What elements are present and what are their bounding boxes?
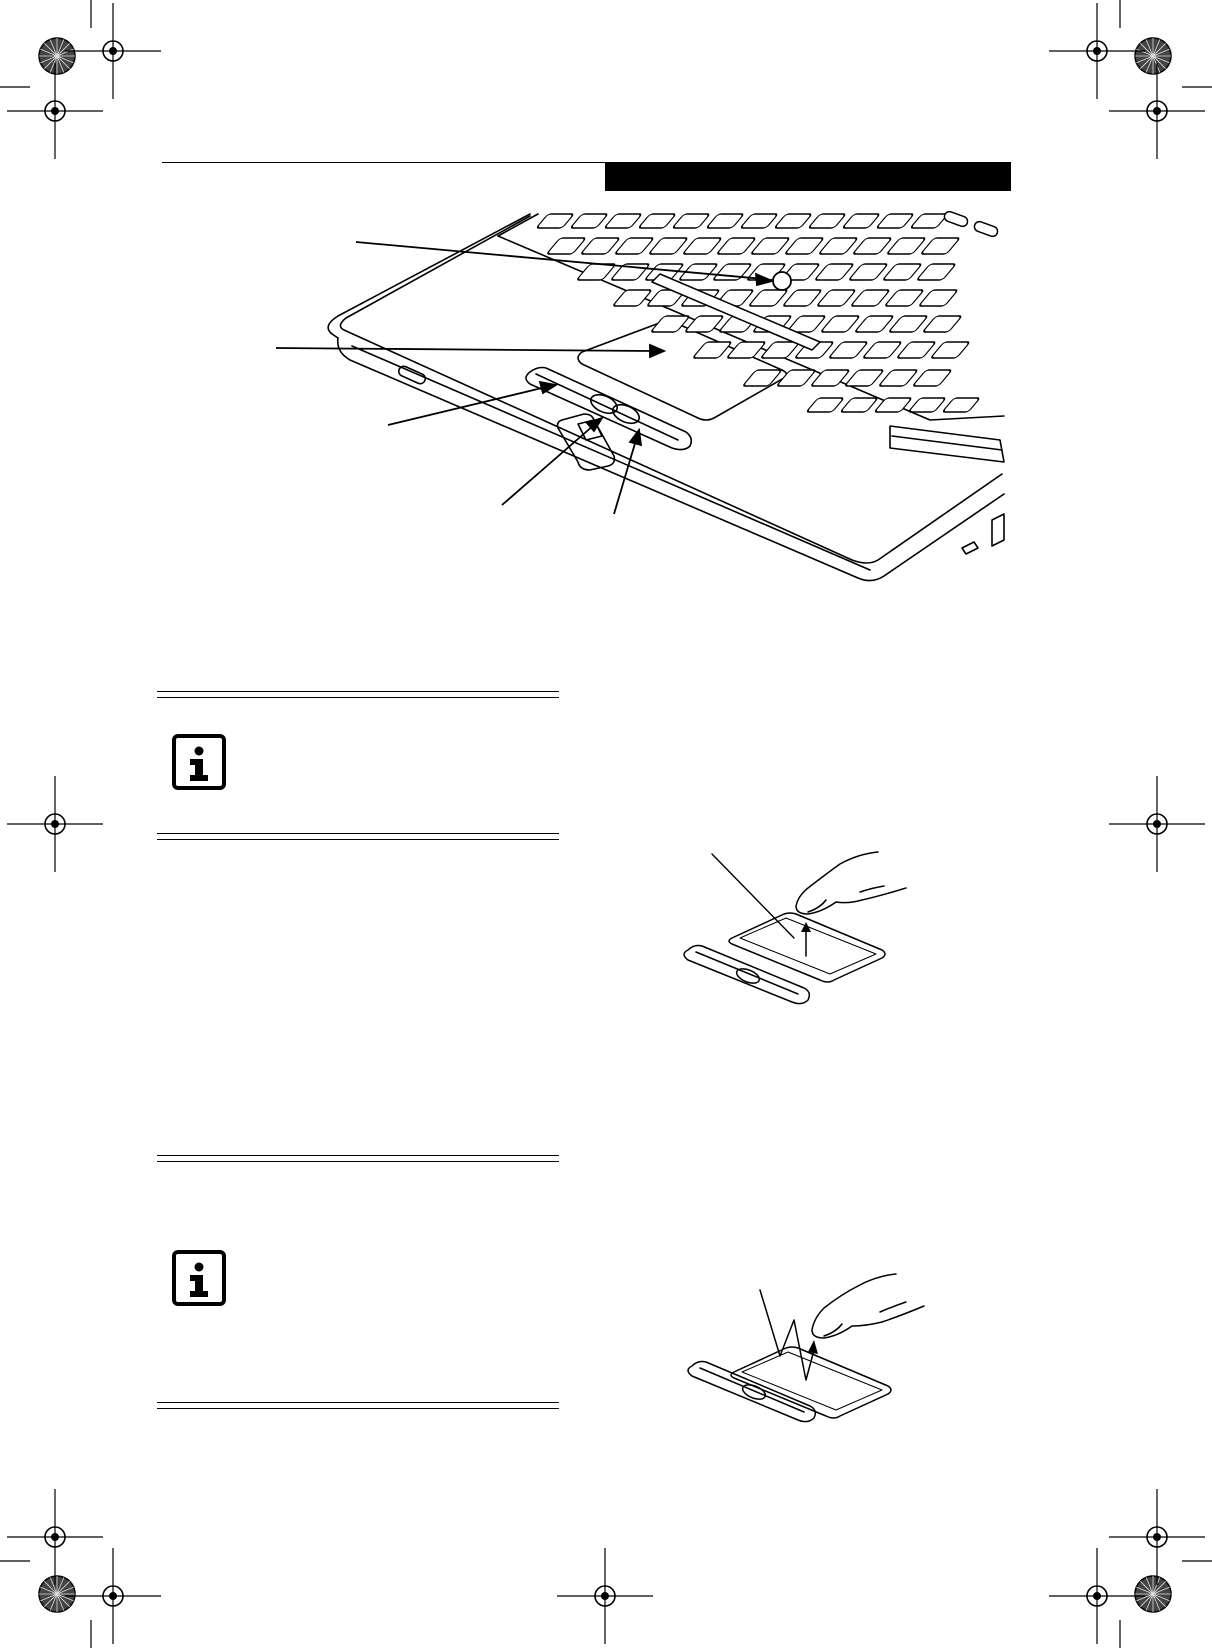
header-rule [162, 162, 610, 163]
double-tap-gesture-figure [660, 1266, 940, 1436]
tap-gesture-illustration [660, 840, 920, 1010]
header-bar [605, 162, 1011, 191]
double-tap-gesture-illustration [660, 1266, 940, 1436]
laptop-illustration [0, 200, 1212, 590]
pointing-stick [773, 272, 791, 290]
tap-gesture-figure [660, 840, 920, 1010]
note-2-top-rule [157, 1155, 559, 1162]
note-2-bottom-rule [157, 1402, 559, 1409]
info-icon [172, 734, 226, 790]
note-1-bottom-rule [157, 833, 559, 840]
header-section-title [605, 168, 615, 185]
note-1-top-rule [157, 691, 559, 698]
info-icon [172, 1250, 226, 1306]
touchpad-overview-figure [0, 200, 1212, 590]
